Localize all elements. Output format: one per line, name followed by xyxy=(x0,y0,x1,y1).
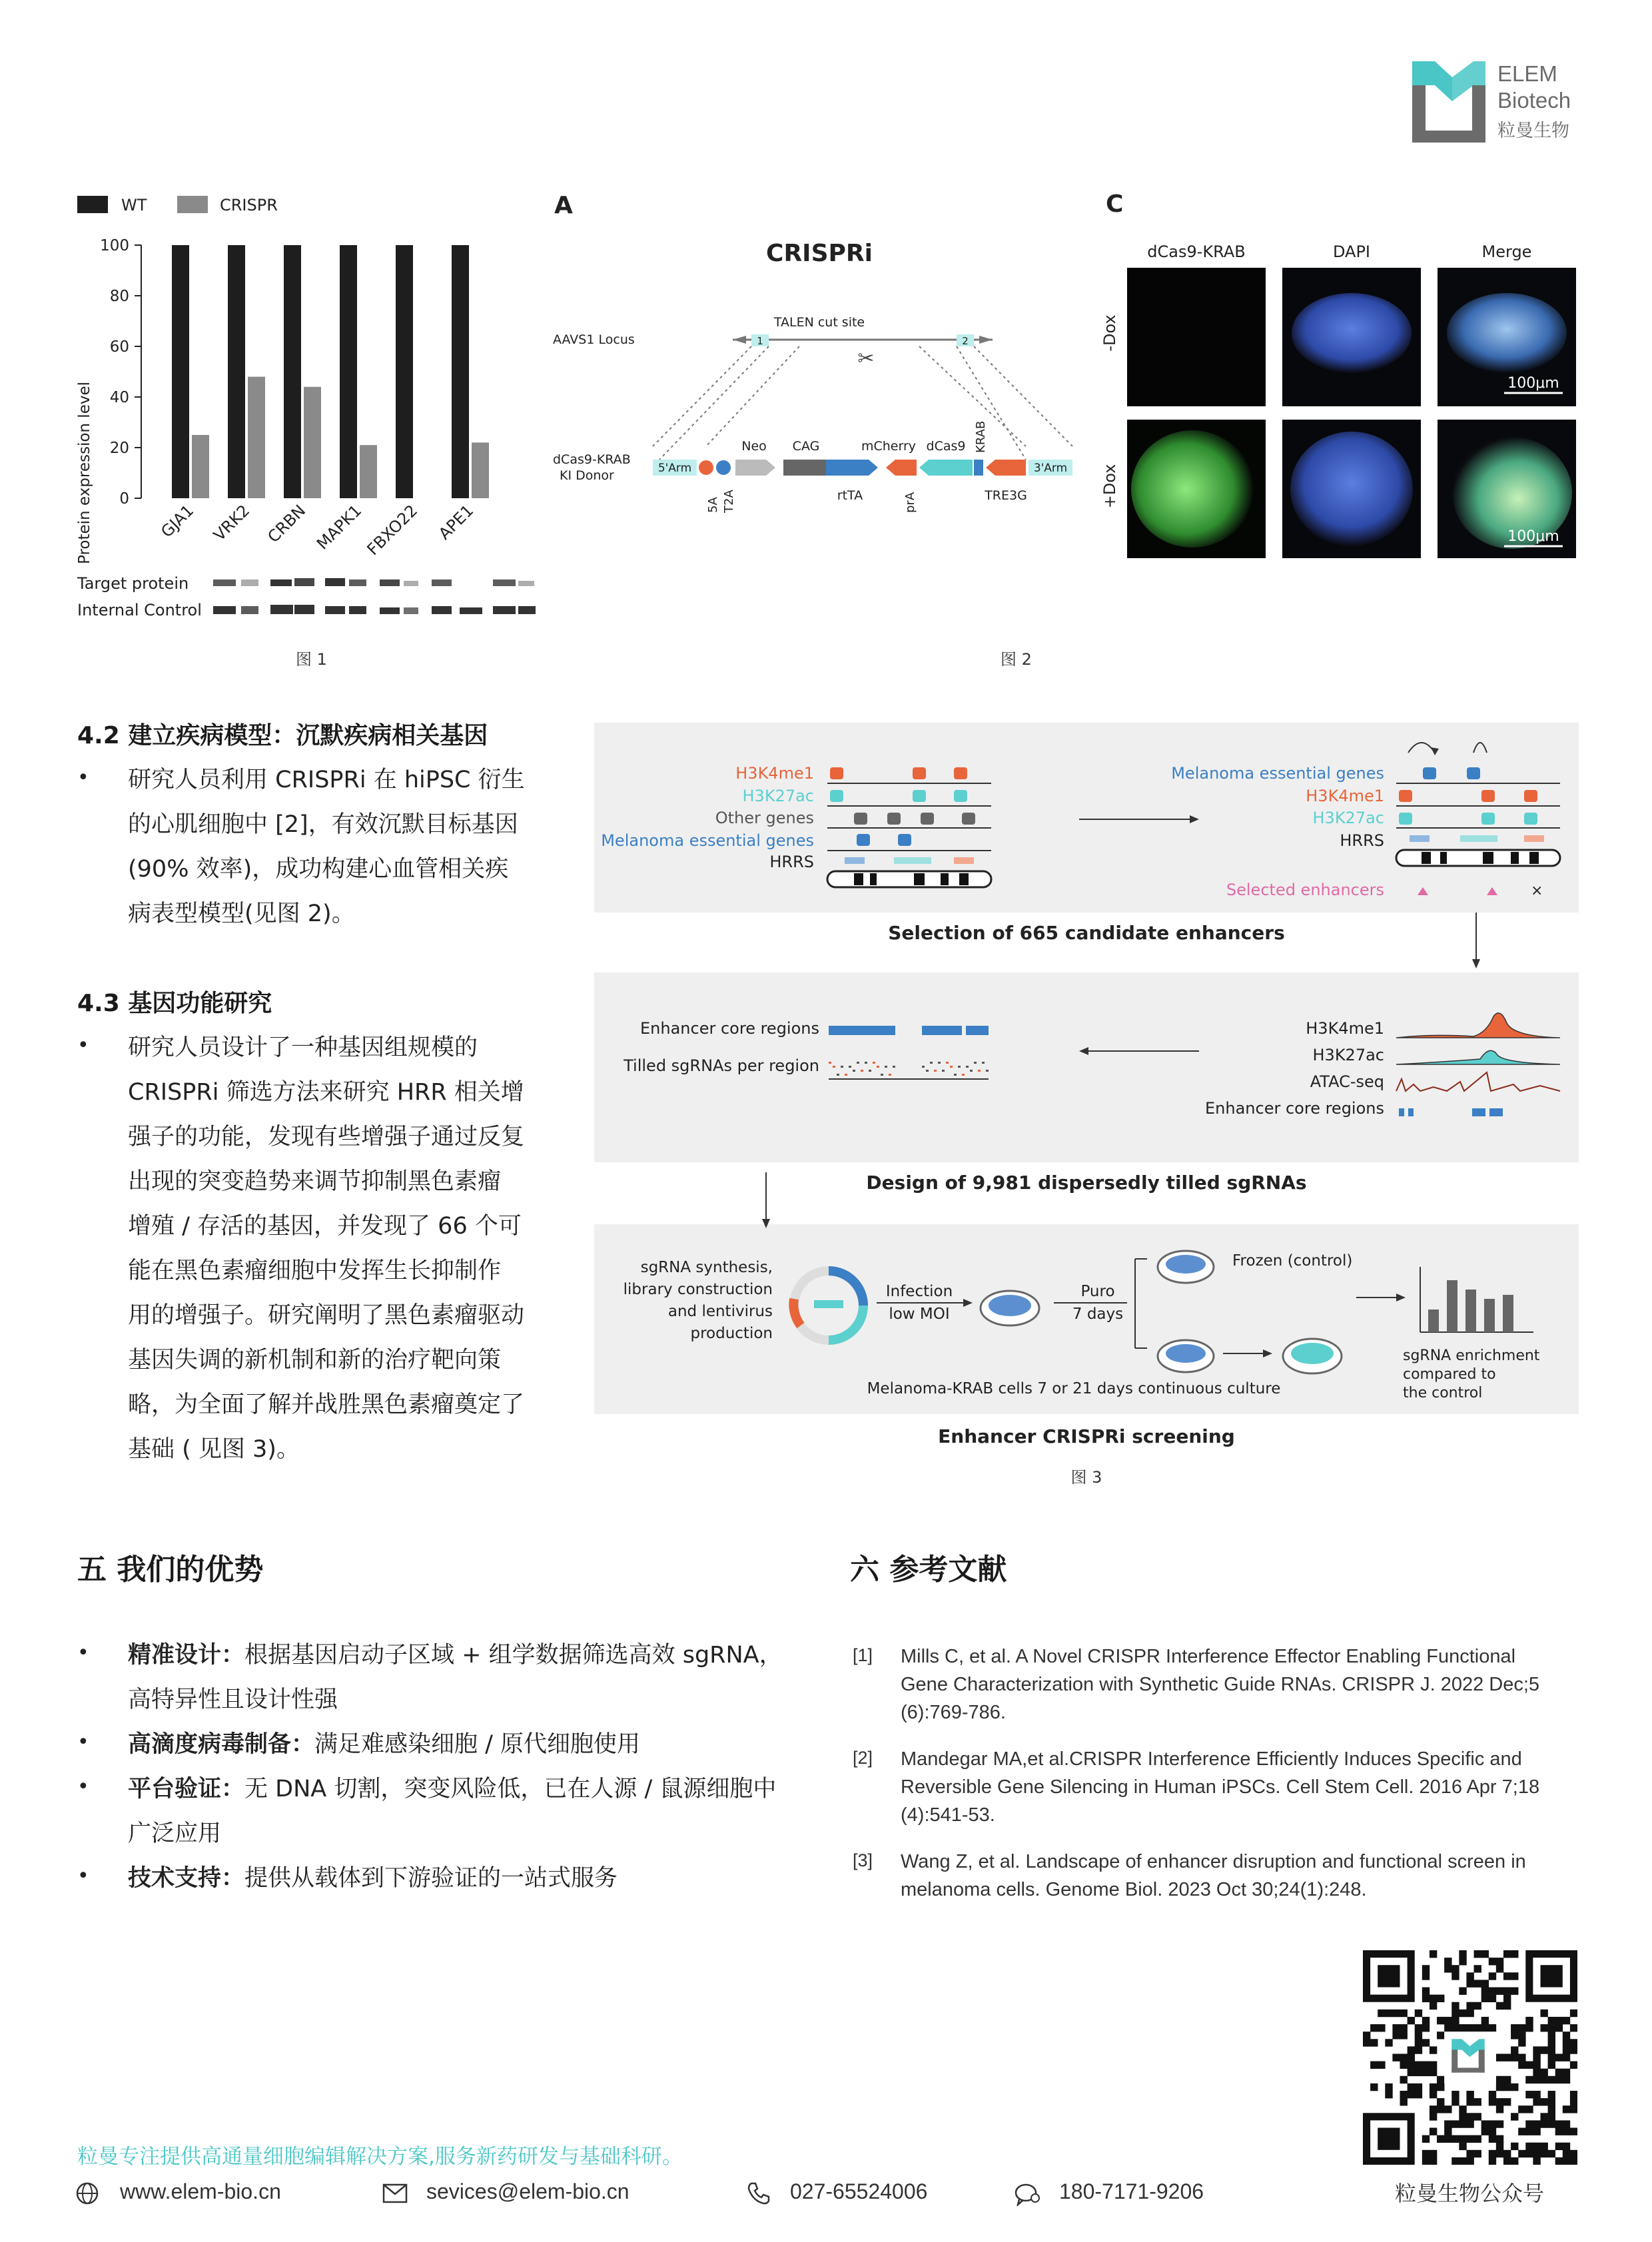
ref-number: [3] xyxy=(853,1850,873,1870)
lbl-h3k4me1-c: H3K4me1 xyxy=(1306,1019,1384,1038)
bullet: • xyxy=(77,1730,89,1754)
sec43-title: 4.3 基因功能研究 xyxy=(77,990,272,1017)
sec6-title: 六 参考文献 xyxy=(850,1553,1007,1587)
x-tick-label: FBXO22 xyxy=(363,501,422,560)
col-label-dapi: DAPI xyxy=(1332,242,1371,261)
ref-text: melanoma cells. Genome Biol. 2023 Oct 30;24(1):248. xyxy=(901,1879,1367,1900)
fig3-caption: 图 3 xyxy=(1070,1468,1102,1487)
internal-control-label: Internal Control xyxy=(77,601,202,619)
sgrna-mark xyxy=(966,1066,969,1068)
y-tick-label: 40 xyxy=(109,389,129,406)
row-label-minus-dox: -Dox xyxy=(1100,314,1119,352)
fig1-caption: 图 1 xyxy=(296,650,327,669)
ref-text: Reversible Gene Silencing in Human iPSCs. Cell Stem Cell. 2016 Apr 7;18 xyxy=(901,1776,1540,1798)
advantage-label: 高滴度病毒制备： xyxy=(128,1731,315,1758)
donor-label-1: dCas9-KRAB xyxy=(553,452,631,467)
sec42-line-1: 研究人员利用 CRISPRi 在 hiPSC 衍生 xyxy=(128,767,525,793)
advantage-label: 精准设计： xyxy=(128,1642,245,1669)
website-link[interactable]: www.elem-bio.cn xyxy=(120,2179,281,2203)
brand-logo xyxy=(1412,61,1579,148)
sgrna-mark xyxy=(958,1066,961,1068)
y-tick-label: 0 xyxy=(119,490,129,508)
bar-wt-crbn xyxy=(284,245,301,498)
sgrna-mark xyxy=(938,1062,941,1064)
sgrna-mark xyxy=(857,1062,859,1064)
lbl-h3k4me1-a: H3K4me1 xyxy=(735,764,814,783)
ref-number: [2] xyxy=(853,1748,873,1768)
scale-bar-2: 100μm xyxy=(1507,528,1559,545)
y-tick-label: 20 xyxy=(109,440,129,457)
chat-icon xyxy=(1014,2182,1040,2206)
sec43-line-5: 增殖 / 存活的基因，并发现了 66 个可 xyxy=(128,1213,522,1240)
lbl-core-a: Enhancer core regions xyxy=(640,1019,819,1038)
ref-text: Mandegar MA,et al.CRISPR Interference Efficiently Induces Specific and xyxy=(901,1748,1522,1770)
bar-crispr-vrk2 xyxy=(248,377,265,498)
synth-2: library construction xyxy=(623,1281,773,1298)
advantage-label: 技术支持： xyxy=(128,1865,245,1892)
bar-crispr-mapk1 xyxy=(360,445,377,498)
col-label-dcas9: dCas9-KRAB xyxy=(1147,242,1246,261)
sgrna-mark xyxy=(950,1066,953,1068)
advantage-text: 无 DNA 切割，突变风险低，已在人源 / 鼠源细胞中 xyxy=(244,1776,777,1802)
y-axis-label: Protein expression level xyxy=(76,381,93,565)
sgrna-mark xyxy=(869,1070,871,1072)
qr-code[interactable] xyxy=(1363,1950,1577,2165)
ref-text: (6):769-786. xyxy=(901,1702,1006,1723)
tre3g-label: TRE3G xyxy=(985,488,1027,503)
arm3: 3'Arm xyxy=(1033,462,1068,475)
lbl-other-genes: Other genes xyxy=(715,809,814,827)
talen-label: TALEN cut site xyxy=(773,315,865,330)
fig2-caption: 图 2 xyxy=(1001,650,1032,669)
sgrna-mark xyxy=(881,1074,883,1076)
synth-3: and lentivirus xyxy=(667,1303,773,1320)
lbl-hrrs-b: HRRS xyxy=(1340,831,1384,850)
lbl-melanoma-a: Melanoma essential genes xyxy=(601,831,814,850)
lbl-h3k4me1-b: H3K4me1 xyxy=(1306,787,1384,805)
sgrna-mark xyxy=(829,1062,831,1064)
target-protein-label: Target protein xyxy=(77,574,189,593)
bullet: • xyxy=(77,1641,89,1665)
fig3-title-3: Enhancer CRISPRi screening xyxy=(938,1425,1235,1447)
brand-name: ELEM xyxy=(1497,61,1557,86)
culture-label: Melanoma-KRAB cells 7 or 21 days continuous culture xyxy=(867,1380,1281,1397)
donor-label-2: KI Donor xyxy=(560,468,614,483)
sec42-line-2: 的心肌细胞中 [2]，有效沉默目标基因 xyxy=(128,811,518,838)
sgrna-mark xyxy=(942,1070,945,1072)
site1: 1 xyxy=(757,335,763,347)
qr-label: 粒曼生物公众号 xyxy=(1395,2181,1545,2206)
legend-swatch-crispr xyxy=(177,196,208,213)
sa-label: 5A xyxy=(706,497,720,513)
lbl-h3k27ac-a: H3K27ac xyxy=(742,787,814,805)
bar-crispr-ape1 xyxy=(472,442,489,498)
sgrna-mark xyxy=(873,1062,875,1064)
sgrna-mark xyxy=(877,1066,879,1068)
sgrna-mark xyxy=(954,1074,957,1076)
bar-wt-vrk2 xyxy=(228,245,245,498)
sgrna-mark xyxy=(934,1070,937,1072)
enrichment-bars xyxy=(1420,1267,1533,1332)
fig3-title-2: Design of 9,981 dispersedly tilled sgRNAs xyxy=(866,1172,1307,1194)
sgrna-mark xyxy=(865,1062,867,1064)
col-label-merge: Merge xyxy=(1481,242,1532,261)
brand-name-2: Biotech xyxy=(1497,88,1571,113)
sgrna-mark xyxy=(845,1074,847,1076)
legend-wt: WT xyxy=(121,196,147,214)
advantage-text: 满足难感染细胞 / 原代细胞使用 xyxy=(314,1731,641,1758)
lbl-h3k27ac-c: H3K27ac xyxy=(1312,1046,1384,1064)
x-tick-label: APE1 xyxy=(435,501,478,544)
bullet: • xyxy=(77,1864,89,1888)
sec5-title: 五 我们的优势 xyxy=(77,1553,264,1587)
ref-text: Mills C, et al. A Novel CRISPR Interference Effector Enabling Functional xyxy=(901,1646,1516,1667)
seven-days: 7 days xyxy=(1072,1306,1124,1323)
scale-bar-1: 100μm xyxy=(1507,375,1559,392)
scissors-icon: ✂ xyxy=(857,347,875,370)
image-dcas9-minus xyxy=(1127,268,1266,406)
globe-icon xyxy=(75,2181,100,2206)
lbl-h3k27ac-b: H3K27ac xyxy=(1312,809,1384,827)
site2: 2 xyxy=(962,335,969,347)
low-moi: low MOI xyxy=(889,1306,950,1323)
advantage-item-2 xyxy=(128,1722,640,1767)
sgrna-mark xyxy=(922,1066,925,1068)
bar-wt-ape1 xyxy=(452,245,469,498)
advantage-item-4 xyxy=(128,1856,618,1901)
sec43-line-3: 强子的功能，发现有些增强子通过反复 xyxy=(128,1124,525,1150)
mobile-number[interactable]: 180-7171-9206 xyxy=(1059,2179,1204,2203)
crispri-title: CRISPRi xyxy=(766,240,873,267)
x-tick-label: MAPK1 xyxy=(313,501,366,554)
lbl-melanoma-b: Melanoma essential genes xyxy=(1171,764,1384,783)
sec43-line-7: 用的增强子。研究阐明了黑色素瘤驱动 xyxy=(128,1302,525,1329)
bar-crispr-crbn xyxy=(304,387,321,498)
slogan: 粒曼专注提供高通量细胞编辑解决方案,服务新药研发与基础科研。 xyxy=(77,2145,683,2169)
sec43-line-4: 出现的突变趋势来调节抑制黑色素瘤 xyxy=(128,1168,502,1195)
sgrna-mark xyxy=(885,1066,887,1068)
sec43-line-10: 基础 ( 见图 3)。 xyxy=(128,1436,300,1463)
sgrna-mark xyxy=(926,1070,929,1072)
cag-label: CAG xyxy=(792,439,820,454)
lbl-atac: ATAC-seq xyxy=(1310,1072,1384,1091)
mcherry-label: mCherry xyxy=(861,439,917,454)
y-tick-label: 60 xyxy=(109,338,129,356)
enrich-2: compared to xyxy=(1403,1366,1496,1383)
fig3-title-1: Selection of 665 candidate enhancers xyxy=(888,922,1285,944)
lbl-core-b: Enhancer core regions xyxy=(1205,1099,1384,1118)
ref-text: (4):541-53. xyxy=(901,1804,995,1826)
sec42-line-3: (90% 效率)，成功构建心血管相关疾 xyxy=(128,856,509,883)
sec43-line-6: 能在黑色素瘤细胞中发挥生长抑制作 xyxy=(128,1258,502,1284)
sgrna-mark xyxy=(841,1066,843,1068)
advantage-text: 根据基因启动子区域 + 组学数据筛选高效 sgRNA， xyxy=(244,1642,783,1669)
y-tick-label: 80 xyxy=(109,288,129,305)
sgrna-mark xyxy=(974,1062,977,1064)
panel-a-label: A xyxy=(554,192,573,219)
legend-swatch-wt xyxy=(77,196,108,213)
t2a-label: T2A xyxy=(722,490,736,513)
bar-wt-mapk1 xyxy=(340,245,357,498)
arm5: 5'Arm xyxy=(657,462,692,475)
advantage-label: 平台验证： xyxy=(128,1776,245,1802)
legend-crispr: CRISPR xyxy=(220,196,278,214)
y-tick-label: 100 xyxy=(100,237,129,254)
x-tick-label: VRK2 xyxy=(210,501,254,545)
enrich-3: the control xyxy=(1403,1385,1483,1401)
sgrna-mark xyxy=(978,1070,981,1072)
x-tick-label: CRBN xyxy=(264,501,310,547)
sec43-line-1: 研究人员设计了一种基因组规模的 xyxy=(128,1034,478,1061)
bar-crispr-gja1 xyxy=(192,435,209,498)
bullet: • xyxy=(77,1034,89,1057)
sgrna-mark xyxy=(849,1066,851,1068)
bullet: • xyxy=(77,766,89,789)
sgrna-mark xyxy=(946,1062,949,1064)
sgrna-mark xyxy=(833,1066,835,1068)
sgrna-mark xyxy=(853,1070,855,1072)
sec42-line-4: 病表型模型(见图 2)。 xyxy=(128,901,355,927)
sgrna-mark xyxy=(861,1070,863,1072)
lbl-selected: Selected enhancers xyxy=(1226,881,1384,899)
advantage-text-cont: 高特异性且设计性强 xyxy=(128,1686,338,1713)
bullet: • xyxy=(77,1775,89,1798)
phone-icon xyxy=(746,2181,771,2206)
advantage-item-1 xyxy=(128,1633,783,1678)
sec43-line-9: 略，为全面了解并战胜黑色素瘤奠定了 xyxy=(128,1391,525,1418)
ref-number: [1] xyxy=(853,1645,873,1665)
fig3-diagram xyxy=(594,719,1579,1505)
neo-label: Neo xyxy=(741,439,767,454)
sec43-line-8: 基因失调的新机制和新的治疗靶向策 xyxy=(128,1347,502,1373)
sgrna-mark xyxy=(837,1074,839,1076)
enrich-1: sgRNA enrichment xyxy=(1403,1347,1540,1364)
frozen-control: Frozen (control) xyxy=(1232,1252,1353,1270)
sgrna-mark xyxy=(893,1066,895,1068)
aavs1-label: AAVS1 Locus xyxy=(553,332,635,347)
infection: Infection xyxy=(885,1283,953,1300)
x-tick-label: GJA1 xyxy=(157,501,198,542)
cross-icon: × xyxy=(1531,883,1543,899)
krab-label: KRAB xyxy=(974,420,988,453)
rtta-label: rtTA xyxy=(837,488,863,503)
ref-text: Gene Characterization with Synthetic Guide RNAs. CRISPR J. 2022 Dec;5 xyxy=(901,1674,1540,1695)
row-label-plus-dox: +Dox xyxy=(1100,464,1119,509)
email-link[interactable]: sevices@elem-bio.cn xyxy=(426,2179,629,2203)
advantage-item-3 xyxy=(128,1767,776,1812)
sgrna-mark xyxy=(889,1074,891,1076)
phone-number[interactable]: 027-65524006 xyxy=(790,2179,928,2203)
synth-4: production xyxy=(690,1325,773,1342)
bar-wt-gja1 xyxy=(172,245,189,498)
fig1-bar-chart xyxy=(67,187,560,639)
sgrna-mark xyxy=(930,1062,933,1064)
fig2c-microscopy xyxy=(1092,233,1585,566)
synth-1: sgRNA synthesis, xyxy=(640,1259,773,1276)
western-blot xyxy=(213,578,536,614)
sgrna-mark xyxy=(970,1070,973,1072)
fig2a-diagram xyxy=(546,187,1092,533)
pra-label: prA xyxy=(903,492,917,513)
dcas9-label: dCas9 xyxy=(926,439,966,454)
lbl-tilled: Tilled sgRNAs per region xyxy=(623,1056,819,1075)
advantage-text-cont: 广泛应用 xyxy=(128,1820,222,1847)
elem-logo-icon xyxy=(1412,61,1485,143)
sec43-line-2: CRISPRi 筛选方法来研究 HRR 相关增 xyxy=(128,1079,524,1106)
lbl-hrrs-a: HRRS xyxy=(769,853,814,871)
mail-icon xyxy=(382,2183,408,2203)
puro: Puro xyxy=(1080,1283,1115,1300)
bar-wt-fbxo22 xyxy=(396,245,413,498)
advantage-text: 提供从载体到下游验证的一站式服务 xyxy=(244,1865,618,1892)
sgrna-mark xyxy=(962,1074,965,1076)
brand-name-cn: 粒曼生物 xyxy=(1497,121,1569,141)
panel-c-label: C xyxy=(1106,190,1124,218)
ref-text: Wang Z, et al. Landscape of enhancer disruption and functional screen in xyxy=(901,1851,1526,1872)
sgrna-mark xyxy=(986,1070,989,1072)
sgrna-mark xyxy=(982,1062,985,1064)
sec42-title: 4.2 建立疾病模型：沉默疾病相关基因 xyxy=(77,722,488,749)
